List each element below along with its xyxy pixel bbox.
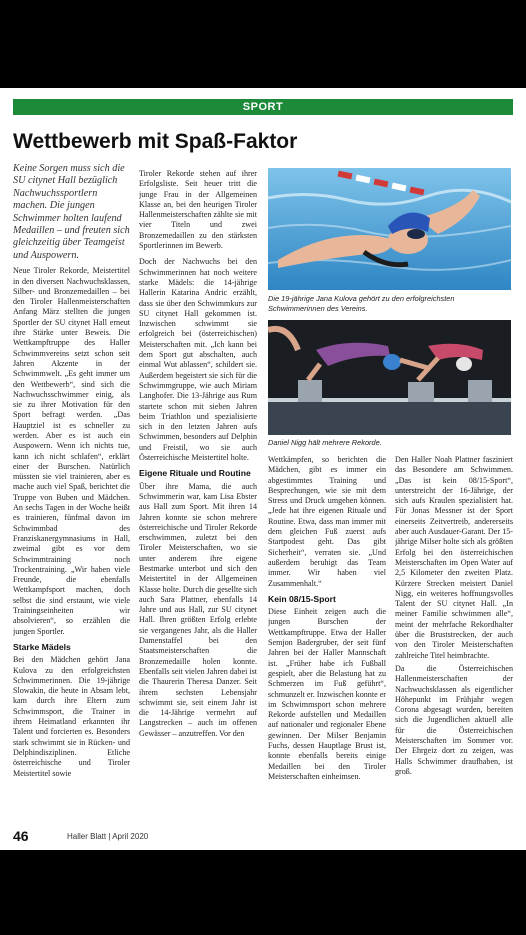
- magazine-page: [0, 88, 526, 850]
- page-number: 46: [13, 828, 29, 844]
- column-1: [13, 163, 130, 823]
- page-footer: [13, 828, 513, 846]
- paragraph: Da die Österreichischen Hallenmeisterschaften der Nachwuchsklassen als eigentlicher Höhepunkt im Frühjahr wegen Corona abgesagt wurden, bereiten sich die Jugendlichen aktuell alle für die Österreichischen Meisterschaften im Sommer vor. Der Ehrgeiz dort zu zeigen, was Halls Schwimmer draufhaben, ist groß.: [395, 663, 513, 776]
- paragraph: Den Haller Noah Plattner fasziniert das Besondere am Schwimmen. „Das ist kein 08/15-Sport“, unterstreicht der 16-Jährige, der sich aufs Kraulen spezialisiert hat. Für Jonas Messner ist der Sport einerseits Zeitvertreib, andererseits aber auch Ausdauer-Garant. Der 15-jährige Milser holte sich als größten Erfolg bei den österreichischen Meisterschaften im Open Water auf 2,5 Kilometer den zweiten Platz. Kürzere Strecken meistert Daniel Nigg, ein weiteres hoffnungsvolles Talent der SU citynet Hall. „In meiner Familie schwimmen alle“, meint der mehrfache Rekordhalter über die Bruststrecken, der auch von den Tiroler Meisterschaften zahlreiche Titel heimbrachte.: [395, 455, 513, 660]
- column-2: [139, 169, 257, 821]
- subheading-rituale: Eigene Rituale und Routine: [139, 468, 251, 479]
- photo-swimmer-butterfly: [268, 168, 511, 290]
- article-headline: Wettbewerb mit Spaß-Faktor: [13, 130, 298, 153]
- article-intro: Keine Sorgen muss sich die SU citynet Hall bezüglich Nachwuchssportlern machen. Die jungen Schwimmer holten laufend Medaillen – und freuten sich gleichzeitig über Teamgeist und Auspowern.: [13, 163, 130, 261]
- section-banner: SPORT: [13, 99, 513, 115]
- paragraph: Über ihre Mama, die auch Schwimmerin war, kam Lisa Ebster aus Hall zum Sport. Mit ihren 14 Jahren konnte sie schon mehrere österreichische und Tiroler Rekorde erschwimmen, zuletzt bei den Tiroler Meisterschaften, wo sie unter anderem ihre eigene Bestmarke unterbot und sich den Meistertitel in der Allgemeinen Klasse holte. Durch die gesellte sich auch Sara Plattner, ebenfalls 14 Jahre und aus Hall, zur SU citynet Hall. Ihren größten Erfolg erlebte sie vergangenes Jahr, als die Haller Damenstaffel bei den Staatsmeisterschaften die Bronzemedaille holen konnte. Ebenfalls seit vielen Jahren dabei ist die Thaurerin Theresa Danzer. Seit ihrem sechsten Lebensjahr schwimmt sie, seit einem Jahr ist die 14-Jährige vermehrt auf Langstrecken – auch im offenen Gewässer – anzutreffen. Vor den: [139, 481, 257, 738]
- subheading-starke-maedels: Starke Mädels: [13, 641, 71, 652]
- paragraph: Neue Tiroler Rekorde, Meistertitel in den diversen Nachwuchsklassen, Silber- und Bronzemedaillen – bei den Tiroler Hallenmeisterschaften Anfang März stellten die jungen Sportler der SU citynet Hall erneut ihre Stärke unter Beweis. Die Wettkampftruppe des Haller Schwimmvereins setzt schon seit Jahren Akzente in der Schwimmwelt. „Es geht immer um den Wettbewerb“, sind sich die Nachwuchsschwimmer einig, als sie zu ihrer Motivation für den Sport befragt werden. „Das Hauptziel ist es schneller zu werden. Aber es ist auch ein Auspowern. Wenn ich nichts tue, kann ich nicht schlafen“, erklärt einer der Burschen. Natürlich müssten sie viel trainieren, aber es mache auch viel Spaß, berichtet die Truppe von Buben und Mädchen. An sechs Tagen in der Woche heißt es trainieren, fünfmal davon im Schwimmbad des Franziskanergymnasiums in Hall, zweimal gibt es vor dem Schwimmtraining noch Trockentraining. „Wir haben viele Freunde, die ebenfalls Wettkampfsport machen, doch selbst die sind erstaunt, wie viele Trainingseinheiten wir absolvieren“, so erzählen die jungen Sportler.: [13, 266, 130, 636]
- paragraph: Bei den Mädchen gehört Jana Kulova zu den erfolgreichsten Schwimmerinnen. Die 19-jährige Slowakin, die heute in Absam lebt, kam durch ihre Eltern zum Schwimmsport, die Trainer in ihrem Heimatland erkannten ihr Talent und forcierten es. Besonders stark schwimmt sie in Rücken- und Delphindisziplinen. Etliche österreichische und Tiroler Meistertitel sowie: [13, 655, 130, 778]
- subheading-kein-0815: Kein 08/15-Sport: [268, 593, 336, 604]
- publication-info: Haller Blatt | April 2020: [67, 832, 149, 841]
- paragraph: Wettkämpfen, so berichten die Mädchen, gibt es immer ein abgestimmtes Training und Besprechungen, wie sie mit dem Stress und Druck umgehen können. „Jede hat ihre eigenen Rituale und Routine. Etwa, dass man immer mit dem gleichen Fuß zuerst aufs Startpodest geht. Das gibt Sicherheit“, verraten sie. „Und außerdem beruhigt das Team immer. Wir haben viel Zusammenhalt.“: [268, 455, 386, 588]
- column-3: [268, 455, 386, 823]
- photo1-caption: Die 19-jährige Jana Kulova gehört zu den erfolgreichsten Schwimmerinnen des Vereins.: [268, 294, 455, 313]
- photo-diving-start: [268, 320, 511, 435]
- swimmer-illustration: [268, 168, 511, 290]
- photo2-caption: Daniel Nigg hält mehrere Rekorde.: [268, 438, 382, 447]
- paragraph: Doch der Nachwuchs bei den Schwimmerinnen hat noch weitere starke Mädels: die 14-jährige Hallerin Katarina Andric erzählt, dass sie über den Schwimmkurs zur SU citynet Hall gekommen ist. Inzwischen schwimmt sie erfolgreich bei (österreichischen) Meisterschaften mit. „Ich kann bei dem Sport gut abschalten, auch einmal Wut ablassen“, schildert sie. Außerdem begeistert sie sich für die Schwimmgruppe, wie auch Miriam Langhofer. Die 13-Jährige aus Rum startete schon mit sieben Jahren beim Triathlon und spezialisierte sich in den letzten Jahren aufs Schwimmen, besonders auf Delphin und Freistil, wo sie auch Österreichische Meistertitel holte.: [139, 257, 257, 463]
- column-4: [395, 455, 513, 823]
- diving-illustration: [268, 320, 511, 435]
- paragraph: Diese Einheit zeigen auch die jungen Burschen der Wettkampftruppe. Etwa der Haller Semjon Badergruber, der seit fünf Jahren bei der Haller Mannschaft ist. „Früher habe ich Fußball gespielt, aber die Belastung hat zu Schmerzen im Fuß geführt“, schmunzelt er. Inzwischen konnte er im Schwimmsport schon mehrere Rekorde aufstellen und Medaillen auf nationaler und regionaler Ebene gewinnen. Der Milser Benjamin Fuchs, dessen Hauptlage Brust ist, konnte ebenfalls bereits einige Medaillen bei den Tiroler Meisterschaften einheimsen.: [268, 607, 386, 781]
- paragraph: Tiroler Rekorde stehen auf ihrer Erfolgsliste. Seit heuer tritt die junge Frau in der Allgemeinen Klasse an, bei den heurigen Tiroler Hallenmeisterschaften zählte sie mit vier Titeln und zwei Bronzemedaillen zu den stärksten Sportlerinnen im Bewerb.: [139, 169, 257, 251]
